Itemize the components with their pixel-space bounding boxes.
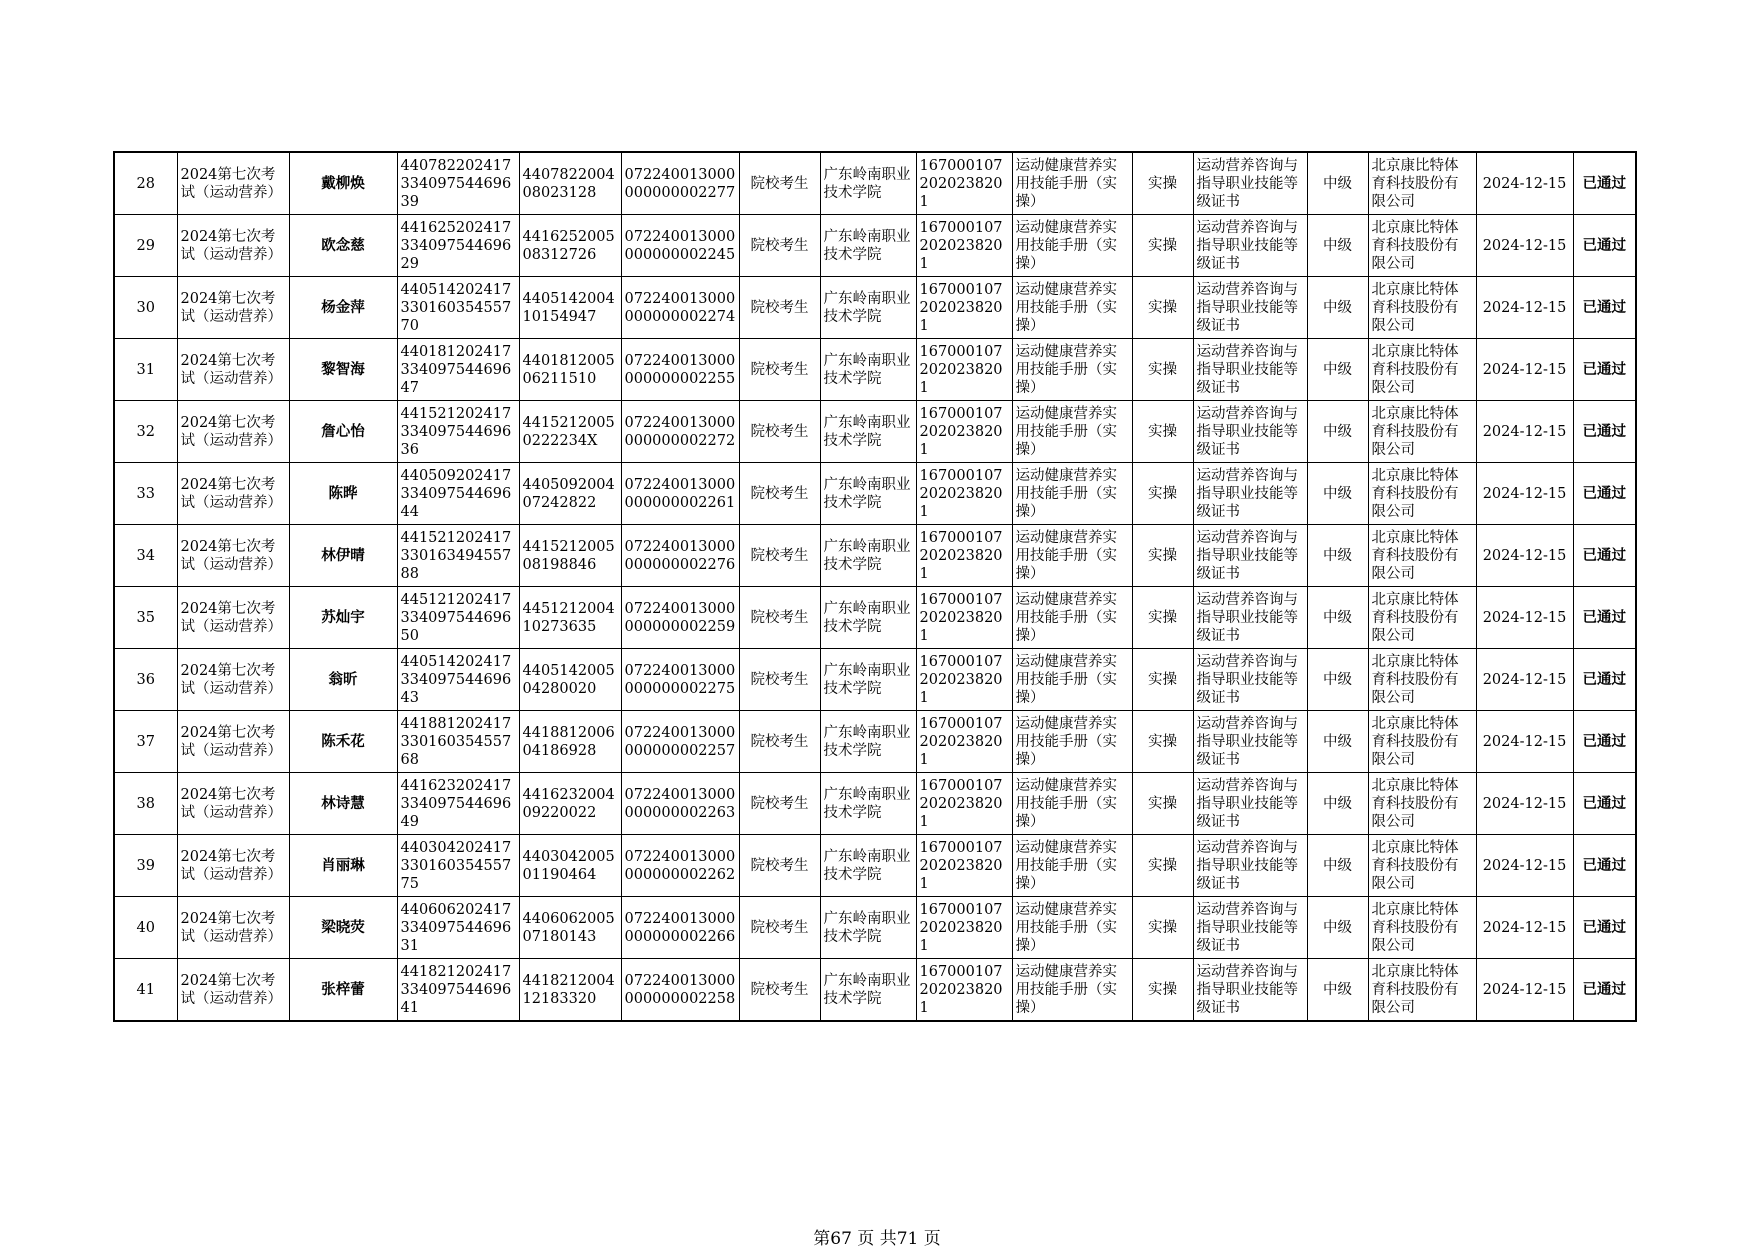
- candidate-type-cell: 院校考生: [739, 835, 820, 897]
- table-body: [114, 152, 1636, 1021]
- textbook-cell: 运动健康营养实用技能手册（实操）: [1012, 401, 1132, 463]
- certificate-name-cell: 运动营养咨询与指导职业技能等级证书: [1193, 835, 1307, 897]
- footer-prefix: 第: [813, 1229, 831, 1249]
- level-cell: 中级: [1307, 215, 1368, 277]
- id-number-cell: 44152120050222234X: [519, 401, 621, 463]
- exam-date-cell: 2024-12-15: [1476, 711, 1573, 773]
- school-cell: 广东岭南职业技术学院: [820, 587, 916, 649]
- certificate-name-cell: 运动营养咨询与指导职业技能等级证书: [1193, 587, 1307, 649]
- certificate-name-cell: 运动营养咨询与指导职业技能等级证书: [1193, 649, 1307, 711]
- row-number-cell: 32: [114, 401, 177, 463]
- subject-cell: 实操: [1132, 463, 1193, 525]
- candidate-type-cell: 院校考生: [739, 773, 820, 835]
- institution-code-cell: 1670001072020238201: [916, 525, 1012, 587]
- row-number-cell: 28: [114, 152, 177, 215]
- row-number-cell: 35: [114, 587, 177, 649]
- results-table: [113, 151, 1637, 1022]
- exam-date-cell: 2024-12-15: [1476, 959, 1573, 1022]
- level-cell: 中级: [1307, 525, 1368, 587]
- status-cell: 已通过: [1573, 649, 1636, 711]
- textbook-cell: 运动健康营养实用技能手册（实操）: [1012, 897, 1132, 959]
- level-cell: 中级: [1307, 587, 1368, 649]
- row-number-cell: 39: [114, 835, 177, 897]
- row-number-cell: 40: [114, 897, 177, 959]
- exam-date-cell: 2024-12-15: [1476, 401, 1573, 463]
- status-cell: 已通过: [1573, 835, 1636, 897]
- subject-cell: 实操: [1132, 959, 1193, 1022]
- school-cell: 广东岭南职业技术学院: [820, 215, 916, 277]
- subject-cell: 实操: [1132, 152, 1193, 215]
- certificate-number-cell: 44188120241733016035455768: [397, 711, 519, 773]
- institution-code-cell: 1670001072020238201: [916, 649, 1012, 711]
- institution-code-cell: 1670001072020238201: [916, 401, 1012, 463]
- subject-cell: 实操: [1132, 277, 1193, 339]
- textbook-cell: 运动健康营养实用技能手册（实操）: [1012, 711, 1132, 773]
- id-number-cell: 441623200409220022: [519, 773, 621, 835]
- school-cell: 广东岭南职业技术学院: [820, 463, 916, 525]
- institution-code-cell: 1670001072020238201: [916, 277, 1012, 339]
- institution-code-cell: 1670001072020238201: [916, 959, 1012, 1022]
- table-row: [114, 773, 1636, 835]
- status-cell: 已通过: [1573, 215, 1636, 277]
- certificate-number-cell: 44162520241733409754469629: [397, 215, 519, 277]
- institution-code-cell: 1670001072020238201: [916, 711, 1012, 773]
- level-cell: 中级: [1307, 959, 1368, 1022]
- candidate-type-cell: 院校考生: [739, 649, 820, 711]
- certificate-name-cell: 运动营养咨询与指导职业技能等级证书: [1193, 525, 1307, 587]
- candidate-type-cell: 院校考生: [739, 152, 820, 215]
- institution-code-cell: 1670001072020238201: [916, 835, 1012, 897]
- certificate-number-cell: 44152120241733409754469636: [397, 401, 519, 463]
- school-cell: 广东岭南职业技术学院: [820, 401, 916, 463]
- table-row: [114, 711, 1636, 773]
- results-table-container: [113, 151, 1637, 1022]
- institution-code-cell: 1670001072020238201: [916, 587, 1012, 649]
- status-cell: 已通过: [1573, 401, 1636, 463]
- candidate-name-cell: 林诗慧: [289, 773, 397, 835]
- row-number-cell: 34: [114, 525, 177, 587]
- table-row: [114, 835, 1636, 897]
- exam-session-cell: 2024第七次考试（运动营养）: [177, 587, 289, 649]
- certificate-number-cell: 44162320241733409754469649: [397, 773, 519, 835]
- registration-number-cell: 072240013000000000002258: [621, 959, 739, 1022]
- exam-date-cell: 2024-12-15: [1476, 649, 1573, 711]
- footer-middle: 页 共: [857, 1229, 897, 1249]
- certificate-number-cell: 44018120241733409754469647: [397, 339, 519, 401]
- organization-cell: 北京康比特体育科技股份有限公司: [1368, 773, 1476, 835]
- candidate-name-cell: 黎智海: [289, 339, 397, 401]
- organization-cell: 北京康比特体育科技股份有限公司: [1368, 463, 1476, 525]
- status-cell: 已通过: [1573, 587, 1636, 649]
- school-cell: 广东岭南职业技术学院: [820, 339, 916, 401]
- id-number-cell: 440514200410154947: [519, 277, 621, 339]
- id-number-cell: 441881200604186928: [519, 711, 621, 773]
- level-cell: 中级: [1307, 835, 1368, 897]
- subject-cell: 实操: [1132, 587, 1193, 649]
- row-number-cell: 41: [114, 959, 177, 1022]
- certificate-number-cell: 44051420241733409754469643: [397, 649, 519, 711]
- certificate-number-cell: 44030420241733016035455775: [397, 835, 519, 897]
- certificate-name-cell: 运动营养咨询与指导职业技能等级证书: [1193, 711, 1307, 773]
- registration-number-cell: 072240013000000000002261: [621, 463, 739, 525]
- exam-date-cell: 2024-12-15: [1476, 525, 1573, 587]
- certificate-number-cell: 44050920241733409754469644: [397, 463, 519, 525]
- id-number-cell: 440606200507180143: [519, 897, 621, 959]
- table-row: [114, 152, 1636, 215]
- candidate-name-cell: 陈晔: [289, 463, 397, 525]
- registration-number-cell: 072240013000000000002262: [621, 835, 739, 897]
- certificate-number-cell: 44060620241733409754469631: [397, 897, 519, 959]
- subject-cell: 实操: [1132, 215, 1193, 277]
- registration-number-cell: 072240013000000000002245: [621, 215, 739, 277]
- exam-session-cell: 2024第七次考试（运动营养）: [177, 525, 289, 587]
- registration-number-cell: 072240013000000000002276: [621, 525, 739, 587]
- subject-cell: 实操: [1132, 649, 1193, 711]
- certificate-name-cell: 运动营养咨询与指导职业技能等级证书: [1193, 897, 1307, 959]
- textbook-cell: 运动健康营养实用技能手册（实操）: [1012, 277, 1132, 339]
- level-cell: 中级: [1307, 897, 1368, 959]
- level-cell: 中级: [1307, 339, 1368, 401]
- footer-total-pages: 71: [896, 1229, 919, 1249]
- institution-code-cell: 1670001072020238201: [916, 339, 1012, 401]
- id-number-cell: 440181200506211510: [519, 339, 621, 401]
- table-row: [114, 525, 1636, 587]
- exam-session-cell: 2024第七次考试（运动营养）: [177, 152, 289, 215]
- candidate-type-cell: 院校考生: [739, 525, 820, 587]
- exam-session-cell: 2024第七次考试（运动营养）: [177, 959, 289, 1022]
- table-row: [114, 897, 1636, 959]
- school-cell: 广东岭南职业技术学院: [820, 152, 916, 215]
- certificate-name-cell: 运动营养咨询与指导职业技能等级证书: [1193, 773, 1307, 835]
- id-number-cell: 440782200408023128: [519, 152, 621, 215]
- organization-cell: 北京康比特体育科技股份有限公司: [1368, 339, 1476, 401]
- exam-session-cell: 2024第七次考试（运动营养）: [177, 277, 289, 339]
- organization-cell: 北京康比特体育科技股份有限公司: [1368, 215, 1476, 277]
- registration-number-cell: 072240013000000000002277: [621, 152, 739, 215]
- candidate-type-cell: 院校考生: [739, 215, 820, 277]
- table-row: [114, 463, 1636, 525]
- textbook-cell: 运动健康营养实用技能手册（实操）: [1012, 835, 1132, 897]
- exam-date-cell: 2024-12-15: [1476, 339, 1573, 401]
- candidate-type-cell: 院校考生: [739, 401, 820, 463]
- exam-session-cell: 2024第七次考试（运动营养）: [177, 401, 289, 463]
- candidate-name-cell: 张梓蕾: [289, 959, 397, 1022]
- row-number-cell: 38: [114, 773, 177, 835]
- table-row: [114, 339, 1636, 401]
- id-number-cell: 441821200412183320: [519, 959, 621, 1022]
- organization-cell: 北京康比特体育科技股份有限公司: [1368, 835, 1476, 897]
- exam-session-cell: 2024第七次考试（运动营养）: [177, 835, 289, 897]
- candidate-name-cell: 欧念慈: [289, 215, 397, 277]
- row-number-cell: 31: [114, 339, 177, 401]
- level-cell: 中级: [1307, 711, 1368, 773]
- school-cell: 广东岭南职业技术学院: [820, 649, 916, 711]
- status-cell: 已通过: [1573, 959, 1636, 1022]
- school-cell: 广东岭南职业技术学院: [820, 773, 916, 835]
- textbook-cell: 运动健康营养实用技能手册（实操）: [1012, 587, 1132, 649]
- school-cell: 广东岭南职业技术学院: [820, 711, 916, 773]
- id-number-cell: 441625200508312726: [519, 215, 621, 277]
- status-cell: 已通过: [1573, 277, 1636, 339]
- subject-cell: 实操: [1132, 773, 1193, 835]
- textbook-cell: 运动健康营养实用技能手册（实操）: [1012, 525, 1132, 587]
- certificate-number-cell: 44152120241733016349455788: [397, 525, 519, 587]
- school-cell: 广东岭南职业技术学院: [820, 835, 916, 897]
- candidate-name-cell: 梁晓荧: [289, 897, 397, 959]
- level-cell: 中级: [1307, 152, 1368, 215]
- status-cell: 已通过: [1573, 711, 1636, 773]
- subject-cell: 实操: [1132, 835, 1193, 897]
- institution-code-cell: 1670001072020238201: [916, 152, 1012, 215]
- exam-session-cell: 2024第七次考试（运动营养）: [177, 463, 289, 525]
- row-number-cell: 29: [114, 215, 177, 277]
- candidate-type-cell: 院校考生: [739, 339, 820, 401]
- exam-session-cell: 2024第七次考试（运动营养）: [177, 339, 289, 401]
- registration-number-cell: 072240013000000000002263: [621, 773, 739, 835]
- exam-date-cell: 2024-12-15: [1476, 152, 1573, 215]
- id-number-cell: 441521200508198846: [519, 525, 621, 587]
- id-number-cell: 440509200407242822: [519, 463, 621, 525]
- candidate-name-cell: 苏灿宇: [289, 587, 397, 649]
- textbook-cell: 运动健康营养实用技能手册（实操）: [1012, 152, 1132, 215]
- certificate-name-cell: 运动营养咨询与指导职业技能等级证书: [1193, 463, 1307, 525]
- registration-number-cell: 072240013000000000002274: [621, 277, 739, 339]
- exam-date-cell: 2024-12-15: [1476, 463, 1573, 525]
- level-cell: 中级: [1307, 277, 1368, 339]
- organization-cell: 北京康比特体育科技股份有限公司: [1368, 649, 1476, 711]
- candidate-type-cell: 院校考生: [739, 711, 820, 773]
- exam-date-cell: 2024-12-15: [1476, 773, 1573, 835]
- institution-code-cell: 1670001072020238201: [916, 897, 1012, 959]
- organization-cell: 北京康比特体育科技股份有限公司: [1368, 587, 1476, 649]
- certificate-name-cell: 运动营养咨询与指导职业技能等级证书: [1193, 277, 1307, 339]
- organization-cell: 北京康比特体育科技股份有限公司: [1368, 897, 1476, 959]
- registration-number-cell: 072240013000000000002259: [621, 587, 739, 649]
- registration-number-cell: 072240013000000000002275: [621, 649, 739, 711]
- institution-code-cell: 1670001072020238201: [916, 463, 1012, 525]
- exam-date-cell: 2024-12-15: [1476, 835, 1573, 897]
- exam-date-cell: 2024-12-15: [1476, 587, 1573, 649]
- table-row: [114, 215, 1636, 277]
- candidate-name-cell: 詹心怡: [289, 401, 397, 463]
- organization-cell: 北京康比特体育科技股份有限公司: [1368, 152, 1476, 215]
- row-number-cell: 30: [114, 277, 177, 339]
- school-cell: 广东岭南职业技术学院: [820, 897, 916, 959]
- textbook-cell: 运动健康营养实用技能手册（实操）: [1012, 339, 1132, 401]
- exam-session-cell: 2024第七次考试（运动营养）: [177, 649, 289, 711]
- candidate-type-cell: 院校考生: [739, 463, 820, 525]
- exam-session-cell: 2024第七次考试（运动营养）: [177, 897, 289, 959]
- exam-date-cell: 2024-12-15: [1476, 897, 1573, 959]
- id-number-cell: 445121200410273635: [519, 587, 621, 649]
- certificate-number-cell: 44078220241733409754469639: [397, 152, 519, 215]
- row-number-cell: 37: [114, 711, 177, 773]
- organization-cell: 北京康比特体育科技股份有限公司: [1368, 277, 1476, 339]
- registration-number-cell: 072240013000000000002257: [621, 711, 739, 773]
- school-cell: 广东岭南职业技术学院: [820, 959, 916, 1022]
- status-cell: 已通过: [1573, 339, 1636, 401]
- row-number-cell: 36: [114, 649, 177, 711]
- footer-suffix: 页: [923, 1229, 941, 1249]
- subject-cell: 实操: [1132, 339, 1193, 401]
- institution-code-cell: 1670001072020238201: [916, 215, 1012, 277]
- certificate-number-cell: 44182120241733409754469641: [397, 959, 519, 1022]
- certificate-number-cell: 44051420241733016035455770: [397, 277, 519, 339]
- certificate-name-cell: 运动营养咨询与指导职业技能等级证书: [1193, 959, 1307, 1022]
- certificate-number-cell: 44512120241733409754469650: [397, 587, 519, 649]
- candidate-type-cell: 院校考生: [739, 277, 820, 339]
- subject-cell: 实操: [1132, 897, 1193, 959]
- exam-session-cell: 2024第七次考试（运动营养）: [177, 711, 289, 773]
- candidate-type-cell: 院校考生: [739, 897, 820, 959]
- textbook-cell: 运动健康营养实用技能手册（实操）: [1012, 773, 1132, 835]
- level-cell: 中级: [1307, 463, 1368, 525]
- organization-cell: 北京康比特体育科技股份有限公司: [1368, 525, 1476, 587]
- registration-number-cell: 072240013000000000002266: [621, 897, 739, 959]
- candidate-type-cell: 院校考生: [739, 587, 820, 649]
- candidate-name-cell: 肖丽琳: [289, 835, 397, 897]
- textbook-cell: 运动健康营养实用技能手册（实操）: [1012, 463, 1132, 525]
- exam-date-cell: 2024-12-15: [1476, 215, 1573, 277]
- candidate-name-cell: 陈禾花: [289, 711, 397, 773]
- id-number-cell: 440304200501190464: [519, 835, 621, 897]
- status-cell: 已通过: [1573, 463, 1636, 525]
- certificate-name-cell: 运动营养咨询与指导职业技能等级证书: [1193, 152, 1307, 215]
- subject-cell: 实操: [1132, 711, 1193, 773]
- institution-code-cell: 1670001072020238201: [916, 773, 1012, 835]
- textbook-cell: 运动健康营养实用技能手册（实操）: [1012, 215, 1132, 277]
- row-number-cell: 33: [114, 463, 177, 525]
- candidate-name-cell: 杨金萍: [289, 277, 397, 339]
- registration-number-cell: 072240013000000000002255: [621, 339, 739, 401]
- table-row: [114, 959, 1636, 1022]
- status-cell: 已通过: [1573, 525, 1636, 587]
- certificate-name-cell: 运动营养咨询与指导职业技能等级证书: [1193, 339, 1307, 401]
- candidate-name-cell: 戴柳焕: [289, 152, 397, 215]
- candidate-name-cell: 林伊晴: [289, 525, 397, 587]
- exam-date-cell: 2024-12-15: [1476, 277, 1573, 339]
- textbook-cell: 运动健康营养实用技能手册（实操）: [1012, 959, 1132, 1022]
- textbook-cell: 运动健康营养实用技能手册（实操）: [1012, 649, 1132, 711]
- exam-session-cell: 2024第七次考试（运动营养）: [177, 773, 289, 835]
- table-row: [114, 401, 1636, 463]
- table-row: [114, 587, 1636, 649]
- table-row: [114, 649, 1636, 711]
- registration-number-cell: 072240013000000000002272: [621, 401, 739, 463]
- subject-cell: 实操: [1132, 401, 1193, 463]
- level-cell: 中级: [1307, 649, 1368, 711]
- id-number-cell: 440514200504280020: [519, 649, 621, 711]
- candidate-name-cell: 翁昕: [289, 649, 397, 711]
- school-cell: 广东岭南职业技术学院: [820, 277, 916, 339]
- level-cell: 中级: [1307, 773, 1368, 835]
- certificate-name-cell: 运动营养咨询与指导职业技能等级证书: [1193, 401, 1307, 463]
- organization-cell: 北京康比特体育科技股份有限公司: [1368, 959, 1476, 1022]
- school-cell: 广东岭南职业技术学院: [820, 525, 916, 587]
- organization-cell: 北京康比特体育科技股份有限公司: [1368, 401, 1476, 463]
- organization-cell: 北京康比特体育科技股份有限公司: [1368, 711, 1476, 773]
- table-row: [114, 277, 1636, 339]
- footer-current-page: 67: [830, 1229, 852, 1249]
- page-footer: [0, 1224, 1754, 1249]
- candidate-type-cell: 院校考生: [739, 959, 820, 1022]
- certificate-name-cell: 运动营养咨询与指导职业技能等级证书: [1193, 215, 1307, 277]
- subject-cell: 实操: [1132, 525, 1193, 587]
- status-cell: 已通过: [1573, 152, 1636, 215]
- exam-session-cell: 2024第七次考试（运动营养）: [177, 215, 289, 277]
- status-cell: 已通过: [1573, 773, 1636, 835]
- level-cell: 中级: [1307, 401, 1368, 463]
- status-cell: 已通过: [1573, 897, 1636, 959]
